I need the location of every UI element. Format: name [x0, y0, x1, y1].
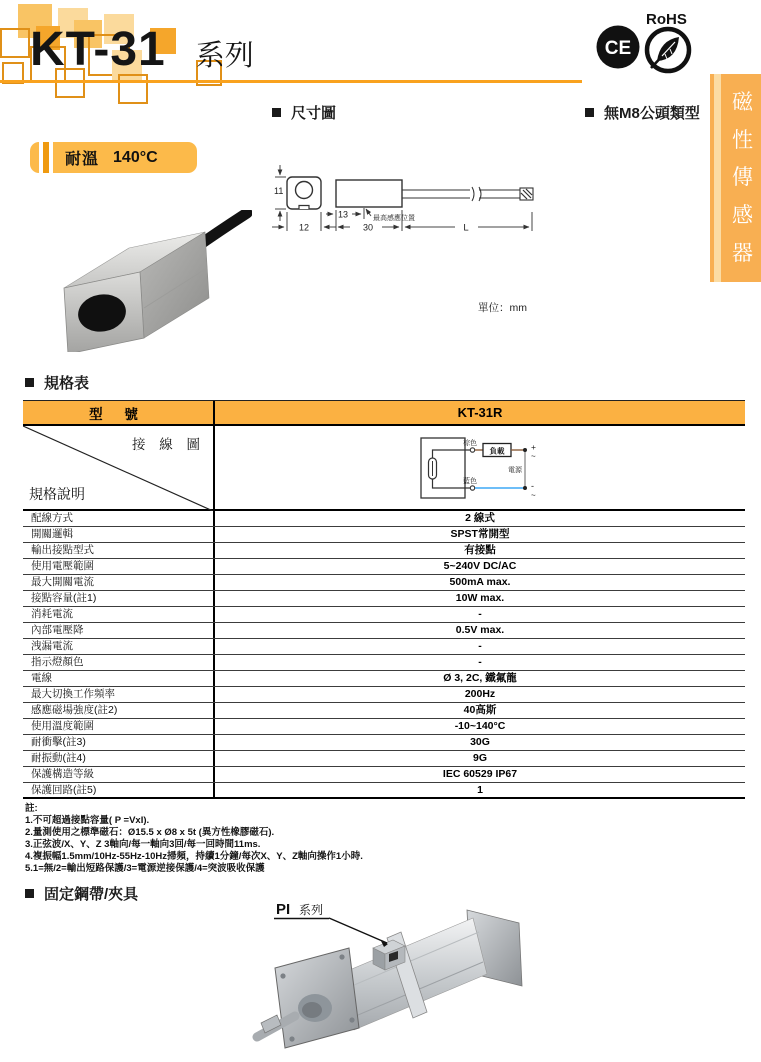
sensor-product-photo	[52, 210, 252, 352]
spec-table-row	[23, 591, 745, 607]
spec-row-label: 指示燈顏色	[23, 655, 215, 670]
spec-table-row	[23, 511, 745, 527]
spec-table-row	[23, 527, 745, 543]
spec-table-row	[23, 783, 745, 799]
dim-13: 13	[337, 209, 349, 220]
spec-row-value: 30G	[470, 736, 490, 748]
model-header-cell: 型 號	[23, 401, 215, 424]
spec-row-label: 接點容量(註1)	[23, 591, 215, 606]
square-bullet-icon	[272, 108, 281, 117]
spec-table-row	[23, 543, 745, 559]
spec-row-value: -10~140°C	[454, 720, 506, 732]
spec-row-label: 保護回路(註5)	[23, 783, 215, 797]
spec-row-value: 10W max.	[455, 592, 505, 604]
sidebar-char: 磁	[732, 91, 753, 115]
ce-mark-text: CE	[604, 38, 632, 59]
pi-series-label-bold: PI	[276, 901, 291, 918]
section-mounting	[25, 883, 138, 904]
notes-block	[25, 803, 505, 875]
spec-row-value: -	[478, 608, 482, 620]
spec-desc-label: 規格說明	[29, 486, 85, 502]
load-label: 負載	[489, 446, 504, 455]
spec-row-label: 內部電壓降	[23, 623, 215, 638]
badge-stripes-icon	[39, 142, 53, 173]
section-spec-table	[25, 372, 89, 393]
spec-table-row	[23, 655, 745, 671]
spec-table-row	[23, 751, 745, 767]
spec-table	[23, 400, 745, 799]
spec-row-label: 電線	[23, 671, 215, 686]
square-bullet-icon	[25, 889, 34, 898]
series-title-suffix: 系列	[195, 40, 254, 72]
spec-row-value: 0.5V max.	[455, 624, 505, 636]
note-line: 2.量測使用之標準磁石：Ø15.5 x Ø8 x 5t (異方性橡膠磁石).	[25, 827, 275, 838]
spec-table-row	[23, 559, 745, 575]
section-mounting-label: 固定鋼帶/夾具	[44, 886, 139, 903]
spec-row-value: 9G	[472, 752, 487, 764]
spec-table-row	[23, 575, 745, 591]
spec-row-value: -	[478, 656, 482, 668]
ac-sign-1: ~	[530, 451, 536, 461]
ac-sign-2: ~	[530, 490, 536, 500]
max-sense-label: 最高感應位置	[373, 215, 415, 222]
spec-row-value: Ø 3, 2C, 鐵氟龍	[443, 672, 517, 684]
spec-table-row	[23, 687, 745, 703]
spec-row-label: 耐衝擊(註3)	[23, 735, 215, 750]
spec-table-header	[23, 400, 745, 426]
heat-resistance-badge	[30, 142, 197, 173]
model-value-cell: KT-31R	[457, 405, 503, 420]
sidebar-char: 傳	[732, 166, 753, 190]
dim-30: 30	[362, 222, 374, 233]
spec-row-value: 500mA max.	[449, 576, 511, 588]
spec-row-label: 輸出接點型式	[23, 543, 215, 558]
spec-table-row	[23, 719, 745, 735]
spec-row-value: 5~240V DC/AC	[443, 560, 517, 572]
spec-row-value: -	[478, 640, 482, 652]
spec-row-label: 配線方式	[23, 511, 215, 526]
section-no-m8-label: 無M8公頭類型	[604, 105, 700, 122]
wiring-label: 接 線 圖	[131, 437, 205, 452]
spec-row-label: 消耗電流	[23, 607, 215, 622]
spec-rows	[23, 511, 745, 799]
wire-blue-label: 藍色	[462, 477, 477, 485]
section-no-m8	[585, 102, 700, 123]
spec-table-row	[23, 607, 745, 623]
pi-series-label-rest: 系列	[299, 903, 324, 917]
wiring-diagram-row	[23, 426, 745, 511]
section-spec-table-label: 規格表	[44, 375, 90, 392]
notes-title: 註:	[25, 803, 38, 814]
section-dimension	[272, 102, 336, 123]
page-title	[30, 22, 254, 77]
spec-row-value: IEC 60529 IP67	[442, 768, 518, 780]
rohs-leaf-icon	[643, 25, 693, 75]
spec-row-label: 使用溫度範圍	[23, 719, 215, 734]
spec-row-label: 開關邏輯	[23, 527, 215, 542]
wiring-row-right-cell	[215, 426, 745, 509]
pi-cylinder-illustration	[235, 896, 535, 1060]
sidebar-char: 性	[732, 128, 753, 152]
spec-row-label: 感應磁場強度(註2)	[23, 703, 215, 718]
dim-11: 11	[274, 186, 284, 196]
spec-row-label: 洩漏電流	[23, 639, 215, 654]
spec-row-value: 2 線式	[465, 512, 495, 524]
spec-table-row	[23, 623, 745, 639]
spec-row-value: 有接點	[464, 544, 496, 556]
note-line: 4.複振幅1.5mm/10Hz-55Hz-10Hz掃頻，持續1分鐘/每次X、Y、Z軸向操作1小時.	[25, 851, 363, 862]
dimension-drawing	[270, 160, 562, 242]
wiring-row-left-cell	[23, 426, 215, 509]
wiring-circuit-diagram	[413, 431, 548, 505]
series-title: KT-31	[30, 23, 166, 76]
badge-label: 耐溫	[65, 151, 100, 168]
spec-row-label: 使用電壓範圍	[23, 559, 215, 574]
spec-row-label: 最大切換工作頻率	[23, 687, 215, 702]
badge-value: 140°C	[113, 148, 158, 166]
dim-12: 12	[298, 222, 310, 233]
power-label: 電源	[507, 466, 522, 474]
spec-table-row	[23, 639, 745, 655]
side-tab-stripe	[714, 74, 721, 282]
section-dimension-label: 尺寸圖	[291, 105, 337, 122]
plus-sign: +	[530, 441, 536, 452]
spec-table-row	[23, 767, 745, 783]
spec-table-row	[23, 671, 745, 687]
spec-row-value: SPST常開型	[450, 528, 510, 540]
spec-table-row	[23, 735, 745, 751]
note-line: 5.1=無/2=輸出短路保護/3=電源逆接保護/4=突波吸收保護	[25, 863, 265, 874]
ce-mark-icon	[595, 24, 641, 70]
unit-label: 單位：mm	[478, 302, 527, 314]
sidebar-char: 器	[732, 241, 753, 265]
note-line: 1.不可超過接點容量( P =VxI).	[25, 815, 150, 826]
square-bullet-icon	[25, 378, 34, 387]
spec-row-value: 1	[477, 784, 483, 796]
spec-row-label: 最大開關電流	[23, 575, 215, 590]
category-side-tab	[710, 74, 761, 282]
category-vertical-text	[724, 74, 761, 282]
sidebar-char: 感	[732, 204, 753, 228]
dim-L: L	[463, 222, 469, 234]
spec-row-label: 保護構造等級	[23, 767, 215, 782]
title-underline	[0, 80, 582, 83]
rohs-label: RoHS	[646, 11, 687, 28]
minus-sign: -	[530, 480, 534, 491]
spec-table-row	[23, 703, 745, 719]
spec-row-value: 40高斯	[463, 704, 497, 716]
spec-row-value: 200Hz	[464, 688, 496, 700]
notes-list	[25, 815, 505, 875]
note-line: 3.正弦波/X、Y、Z 3軸向/每一軸向3回/每一回時間11ms.	[25, 839, 261, 850]
wire-brown-label: 棕色	[462, 439, 477, 447]
square-bullet-icon	[585, 108, 594, 117]
spec-row-label: 耐振動(註4)	[23, 751, 215, 766]
